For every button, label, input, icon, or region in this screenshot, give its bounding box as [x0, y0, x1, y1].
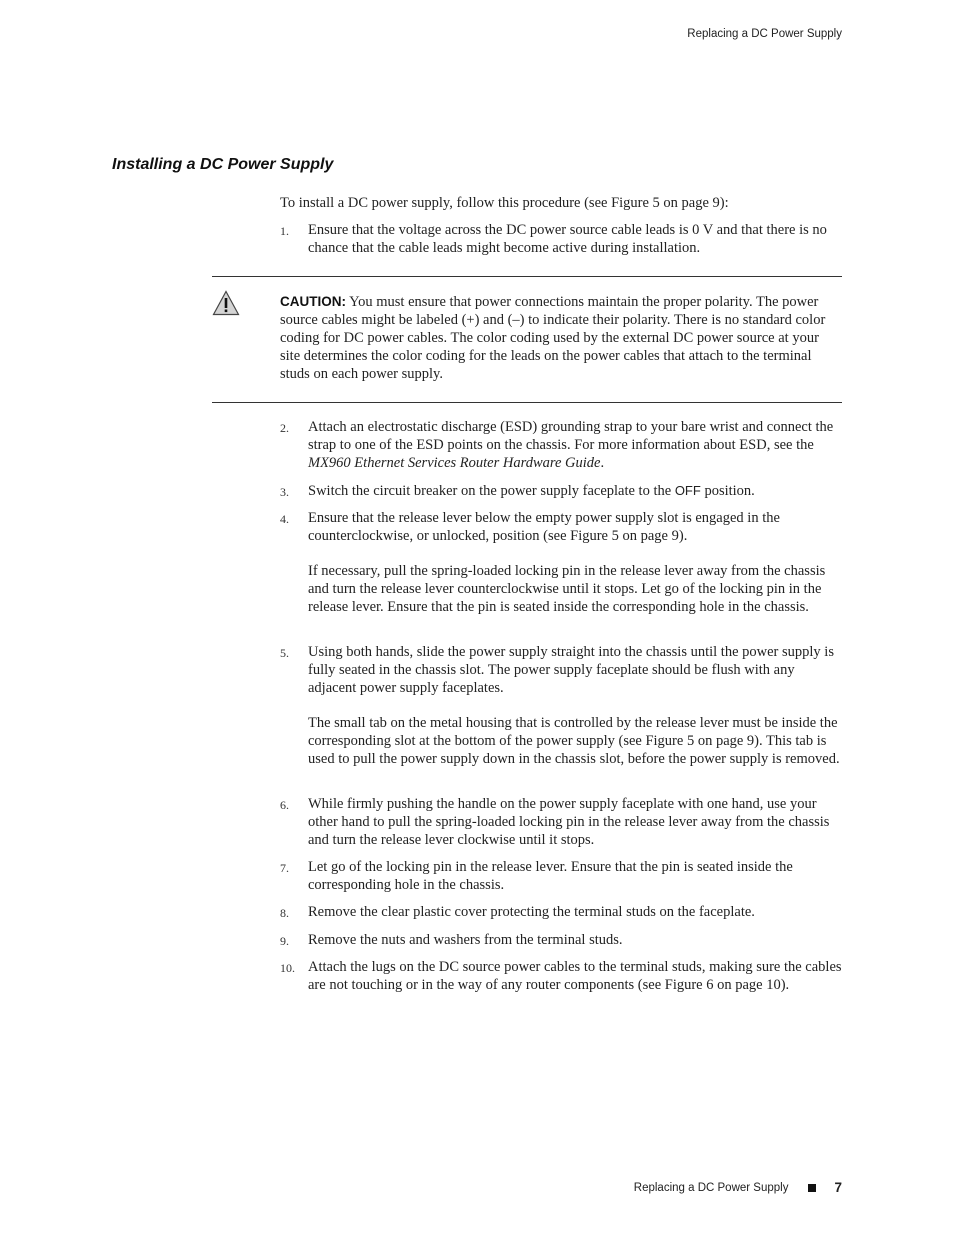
step-7 — [280, 858, 842, 894]
step-6 — [280, 795, 842, 849]
step-text — [308, 482, 842, 500]
step-5 — [280, 643, 842, 768]
caution-bottom-rule — [212, 402, 842, 403]
step-text-part: Switch the circuit breaker on the power supply faceplate to the — [308, 483, 675, 499]
step-number: 1. — [280, 224, 289, 238]
step-text-part: . — [600, 455, 605, 471]
step-text — [308, 418, 842, 472]
step-3 — [280, 482, 842, 500]
section-title: Installing a DC Power Supply — [112, 156, 334, 173]
step-text: Ensure that the release lever below the empty power supply slot is engaged in the counterclockwise, or unlocked, position (see Figure 5 on page 9). — [308, 510, 780, 544]
step-number: 9. — [280, 934, 289, 948]
step-9 — [280, 931, 842, 949]
page-number: 7 — [834, 1180, 842, 1195]
step-number: 5. — [280, 646, 289, 660]
step-text: Remove the clear plastic cover protecting the terminal studs on the faceplate. — [308, 904, 755, 920]
caution-note — [280, 293, 842, 383]
caution-top-rule — [212, 276, 842, 277]
step-number: 8. — [280, 906, 289, 920]
step-number: 3. — [280, 485, 289, 499]
running-footer — [634, 1180, 842, 1195]
step-2 — [280, 418, 842, 472]
caution-text: You must ensure that power connections maintain the proper polarity. The power source cables might be labeled (+) and (–) to indicate their polarity. There is no standard color coding for DC power cables. The color coding used by the external DC power source at your site determines the color coding for the leads on the power cables that attach to the terminal studs on each power supply. — [280, 294, 826, 382]
running-header: Replacing a DC Power Supply — [687, 28, 842, 40]
guide-title: MX960 Ethernet Services Router Hardware Guide — [308, 455, 601, 471]
step-10 — [280, 958, 842, 994]
caution-triangle-icon — [212, 290, 240, 316]
step-number: 4. — [280, 512, 289, 526]
step-text-part: Attach an electrostatic discharge (ESD) grounding strap to your bare wrist and connect the strap to one of the ESD points on the chassis. For more information about ESD, see the — [308, 419, 834, 453]
step-number: 6. — [280, 798, 289, 812]
step-4 — [280, 509, 842, 616]
step-text: Ensure that the voltage across the DC power source cable leads is 0 V and that there is no chance that the cable leads might become active during installation. — [308, 222, 827, 256]
step-note: If necessary, pull the spring-loaded locking pin in the release lever away from the chassis and turn the release lever counterclockwise until it stops. Let go of the locking pin in the release lever. Ensure that the pin is seated inside the corresponding hole in the chassis. — [308, 563, 826, 615]
footer-title: Replacing a DC Power Supply — [633, 1181, 789, 1194]
step-number: 7. — [280, 861, 289, 875]
square-bullet-icon — [808, 1184, 816, 1192]
step-text: Attach the lugs on the DC source power cables to the terminal studs, making sure the cables are not touching or in the way of any router components (see Figure 6 on page 10). — [308, 959, 842, 993]
step-number: 10. — [280, 961, 295, 975]
step-1 — [280, 221, 842, 257]
caution-label: CAUTION: — [280, 294, 346, 309]
switch-position-label: OFF — [674, 483, 701, 498]
intro-paragraph: To install a DC power supply, follow this procedure (see Figure 5 on page 9): — [280, 195, 729, 211]
step-text: Remove the nuts and washers from the terminal studs. — [308, 932, 623, 948]
step-text: Let go of the locking pin in the release lever. Ensure that the pin is seated inside the corresponding hole in the chassis. — [308, 859, 793, 893]
step-number: 2. — [280, 421, 289, 435]
step-text: Using both hands, slide the power supply straight into the chassis until the power supply is fully seated in the chassis slot. The power supply faceplate should be flush with any adjacent power supply faceplates. — [308, 644, 834, 696]
step-note: The small tab on the metal housing that is controlled by the release lever must be inside the corresponding slot at the bottom of the power supply (see Figure 5 on page 9). This tab is used to pull the power supply down in the chassis slot, before the power supply is removed. — [308, 715, 840, 767]
step-8 — [280, 903, 842, 921]
step-text: While firmly pushing the handle on the power supply faceplate with one hand, use your other hand to pull the spring-loaded locking pin in the release lever away from the chassis and turn the release lever clockwise until it stops. — [308, 796, 830, 848]
step-text-part: position. — [700, 483, 755, 499]
